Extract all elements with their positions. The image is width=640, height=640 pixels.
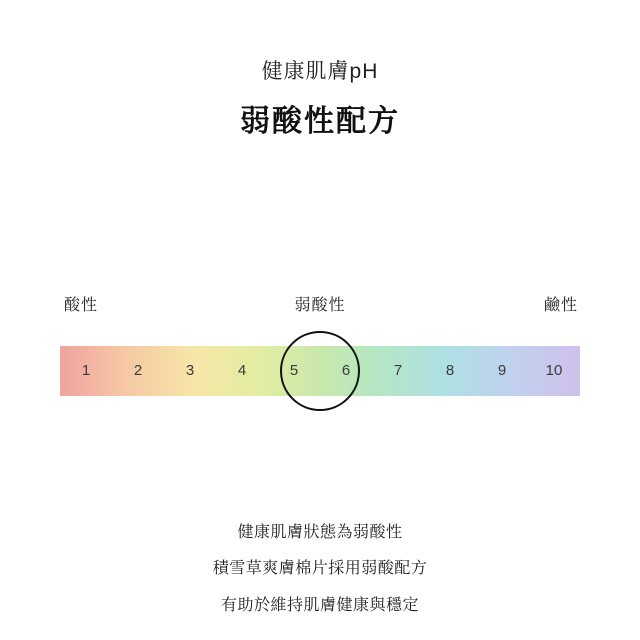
ph-tick: 2 <box>133 362 143 379</box>
ph-tick: 3 <box>185 362 195 379</box>
ph-gradient-bar <box>60 346 580 396</box>
ph-tick: 5 <box>289 362 299 379</box>
label-alkaline: 鹼性 <box>543 297 578 314</box>
footer-line: 健康肌膚狀態為弱酸性 <box>237 524 403 541</box>
page-subtitle: 健康肌膚pH <box>261 60 379 83</box>
footer-description <box>0 522 640 631</box>
weak-acid-highlight-circle <box>280 331 360 411</box>
ph-tick: 6 <box>341 362 351 379</box>
label-acidic: 酸性 <box>64 297 99 314</box>
scale-labels <box>60 292 580 318</box>
ph-tick: 4 <box>237 362 247 379</box>
heading-block <box>0 58 640 141</box>
ph-tick: 7 <box>393 362 403 379</box>
footer-line: 有助於維持肌膚健康與穩定 <box>220 596 419 614</box>
ph-tick: 10 <box>545 362 563 379</box>
page-title: 弱酸性配方 <box>240 105 400 139</box>
ph-tick: 8 <box>445 362 455 379</box>
ph-tick: 9 <box>497 362 507 379</box>
label-weak-acidic: 弱酸性 <box>294 297 346 314</box>
ph-scale <box>60 292 580 396</box>
footer-line: 積雪草爽膚棉片採用弱酸配方 <box>212 560 428 578</box>
ph-tick: 1 <box>81 362 91 379</box>
